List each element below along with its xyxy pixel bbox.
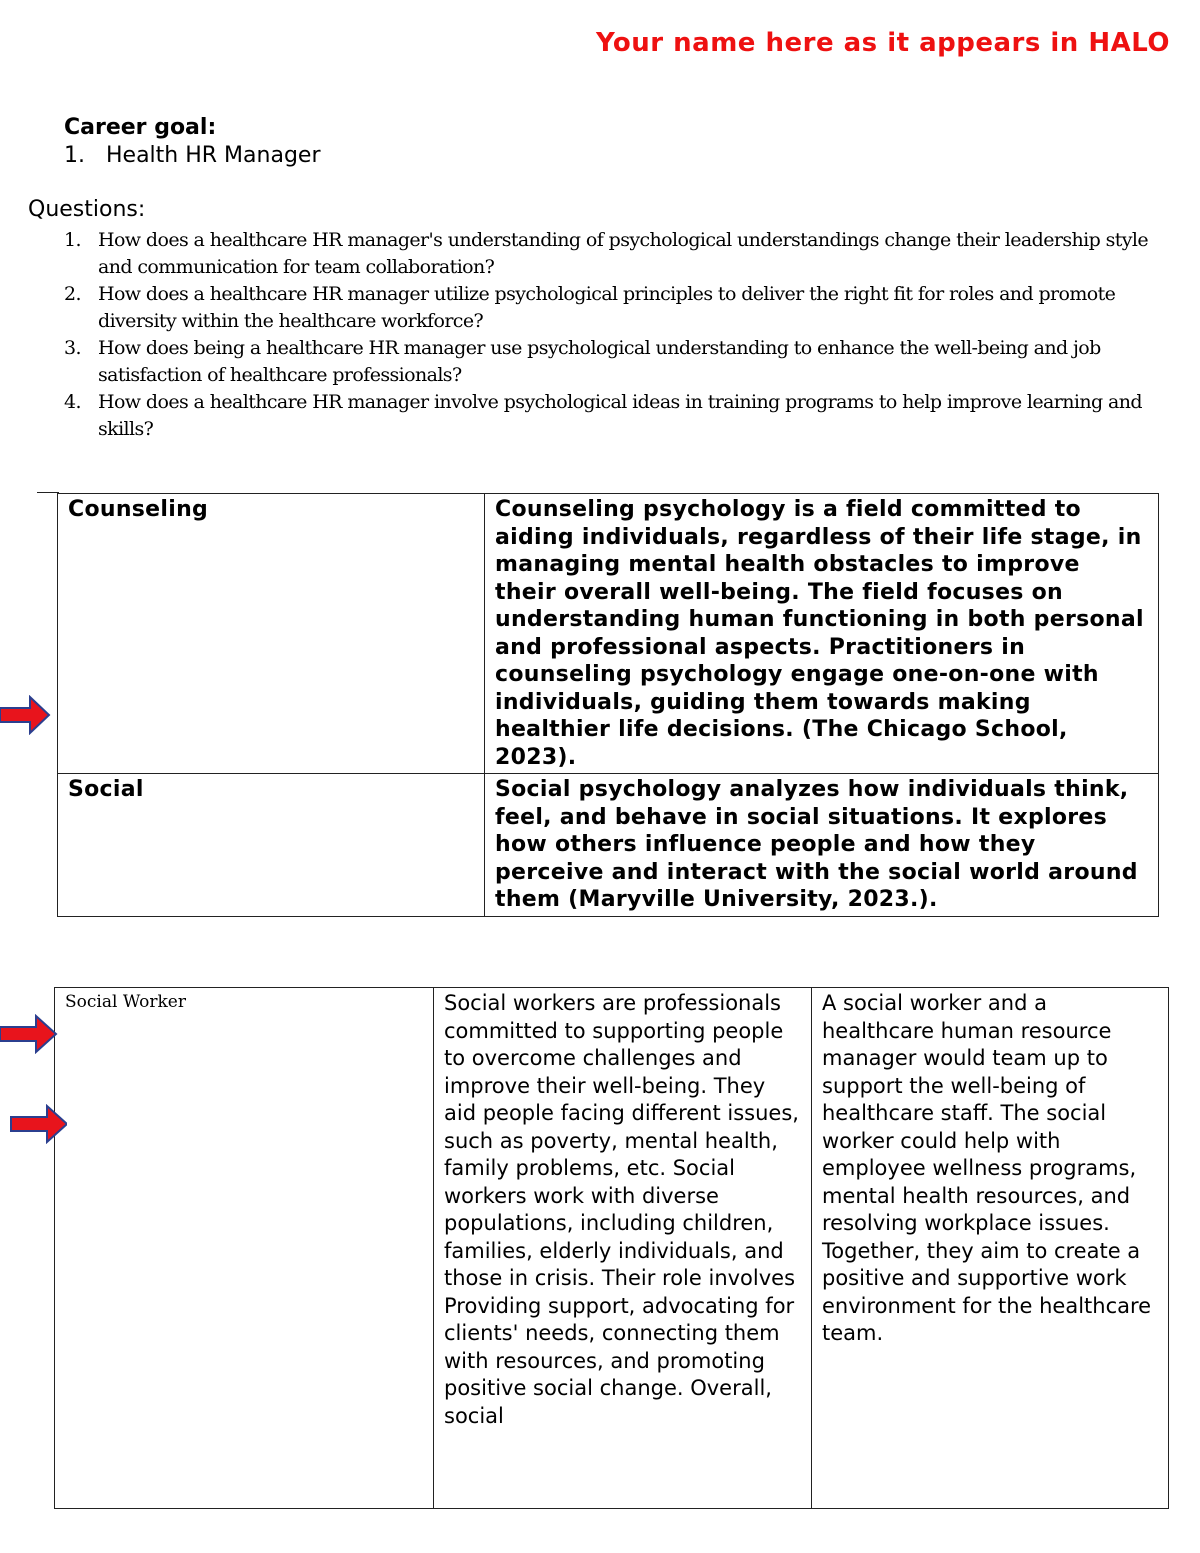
question-text: How does a healthcare HR manager involve psychological ideas in training programs to help improve learning and skills? — [98, 391, 1142, 440]
table-row — [58, 774, 1159, 917]
field-description-cell: Social psychology analyzes how individuals think, feel, and behave in social situations. It explores how others influence people and how they perceive and interact with the social world around them (Maryville University, 2023.). — [485, 774, 1159, 917]
questions-list — [64, 227, 1174, 443]
career-description-cell: Social workers are professionals committed to supporting people to overcome challenges and improve their well-being. They aid people facing different issues, such as poverty, mental health, family problems, etc. Social workers work with diverse populations, including children, families, elderly individuals, and those in crisis. Their role involves Providing support, advocating for clients' needs, connecting them with resources, and promoting positive social change. Overall, social — [434, 988, 812, 1509]
right-arrow-icon — [5, 1104, 67, 1144]
question-number: 2. — [64, 283, 81, 305]
right-arrow-icon — [0, 695, 52, 735]
field-name-cell: Counseling — [58, 494, 485, 774]
question-text: How does a healthcare HR manager utilize psychological principles to deliver the right fit for roles and promote diversity within the healthcare workforce? — [98, 283, 1116, 332]
question-item — [64, 281, 1174, 335]
career-collaboration-cell: A social worker and a healthcare human resource manager would team up to support the well-being of healthcare staff. The social worker could help with employee wellness programs, mental health resources, and resolving workplace issues. Together, they aim to create a positive and supportive work environment for the healthcare team. — [812, 988, 1169, 1509]
question-number: 1. — [64, 229, 81, 251]
field-description-cell: Counseling psychology is a field committed to aiding individuals, regardless of their life stage, in managing mental health obstacles to improve their overall well-being. The field focuses on understanding human functioning in both personal and professional aspects. Practitioners in counseling psychology engage one-on-one with individuals, guiding them towards making healthier life decisions. (The Chicago School, 2023). — [485, 494, 1159, 774]
student-name-placeholder: Your name here as it appears in HALO — [595, 28, 1170, 58]
table-row — [55, 988, 1169, 1509]
question-number: 4. — [64, 391, 81, 413]
question-item — [64, 389, 1174, 443]
career-name-cell: Social Worker — [55, 988, 434, 1509]
psychology-fields-table — [57, 493, 1159, 917]
career-table — [54, 987, 1169, 1509]
career-goal-text: Health HR Manager — [106, 143, 321, 168]
question-item — [64, 335, 1174, 389]
question-item — [64, 227, 1174, 281]
field-name-cell: Social — [58, 774, 485, 917]
question-text: How does a healthcare HR manager's understanding of psychological understandings change their leadership style and communication for team collaboration? — [98, 229, 1149, 278]
right-arrow-icon — [0, 1014, 60, 1054]
career-goal-heading: Career goal: — [64, 115, 217, 140]
questions-heading: Questions: — [28, 197, 146, 222]
table-row — [58, 494, 1159, 774]
table-border-fragment — [37, 492, 59, 493]
career-goal-number: 1. — [64, 143, 85, 168]
question-text: How does being a healthcare HR manager use psychological understanding to enhance the well-being and job satisfaction of healthcare professionals? — [98, 337, 1101, 386]
career-goal-item — [64, 143, 321, 168]
question-number: 3. — [64, 337, 81, 359]
